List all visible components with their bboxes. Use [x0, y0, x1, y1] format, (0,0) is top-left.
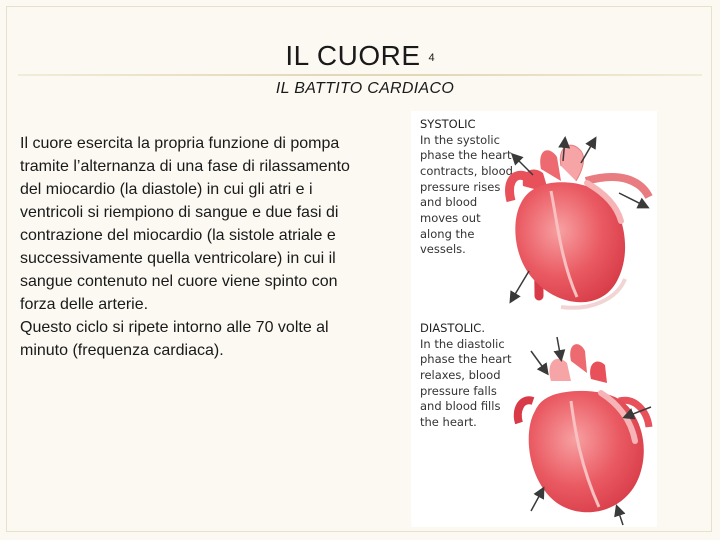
svg-text:phase the heart: phase the heart — [420, 352, 512, 366]
svg-text:In the systolic: In the systolic — [420, 133, 500, 147]
slide-title: IL CUORE — [285, 40, 421, 71]
body-paragraph-1: Il cuore esercita la propria funzione di pompa tramite l’alternanza di una fase di rilassamento del miocardio (la diastole) in cui gli atri e i ventricoli si riempiono di sangue e due fasi di contrazione del miocardio (la sistole atriale e successivamente quella ventricolare) in cui il sangue contenuto nel cuore viene spinto con forza delle arterie. — [20, 135, 350, 313]
svg-text:pressure rises: pressure rises — [420, 180, 501, 194]
slide-title-block — [0, 40, 720, 72]
slide-number: 4 — [428, 52, 435, 64]
svg-text:and blood fills: and blood fills — [420, 399, 501, 413]
svg-text:vessels.: vessels. — [420, 242, 466, 256]
body-paragraph-2: Questo ciclo si ripete intorno alle 70 volte al minuto (frequenza cardiaca). — [20, 319, 329, 359]
svg-text:along the: along the — [420, 227, 475, 241]
body-text — [20, 132, 350, 362]
svg-text:and blood: and blood — [420, 195, 478, 209]
svg-text:phase the heart: phase the heart — [420, 148, 512, 162]
systolic-heading: SYSTOLIC — [420, 117, 476, 131]
svg-text:the heart.: the heart. — [420, 415, 477, 429]
svg-text:In the diastolic: In the diastolic — [420, 337, 505, 351]
heart-cycle-figure — [411, 111, 657, 527]
svg-text:pressure falls: pressure falls — [420, 384, 497, 398]
systolic-heart-illustration — [510, 139, 649, 308]
diastolic-heading: DIASTOLIC. — [420, 321, 485, 335]
svg-text:relaxes, blood: relaxes, blood — [420, 368, 501, 382]
slide-subtitle: IL BATTITO CARDIACO — [275, 80, 455, 97]
svg-text:moves out: moves out — [420, 211, 481, 225]
diastolic-caption — [420, 337, 512, 429]
systolic-caption — [420, 133, 513, 256]
title-divider — [18, 74, 702, 76]
diastolic-heart-illustration — [518, 337, 651, 525]
svg-text:contracts, blood: contracts, blood — [420, 164, 513, 178]
